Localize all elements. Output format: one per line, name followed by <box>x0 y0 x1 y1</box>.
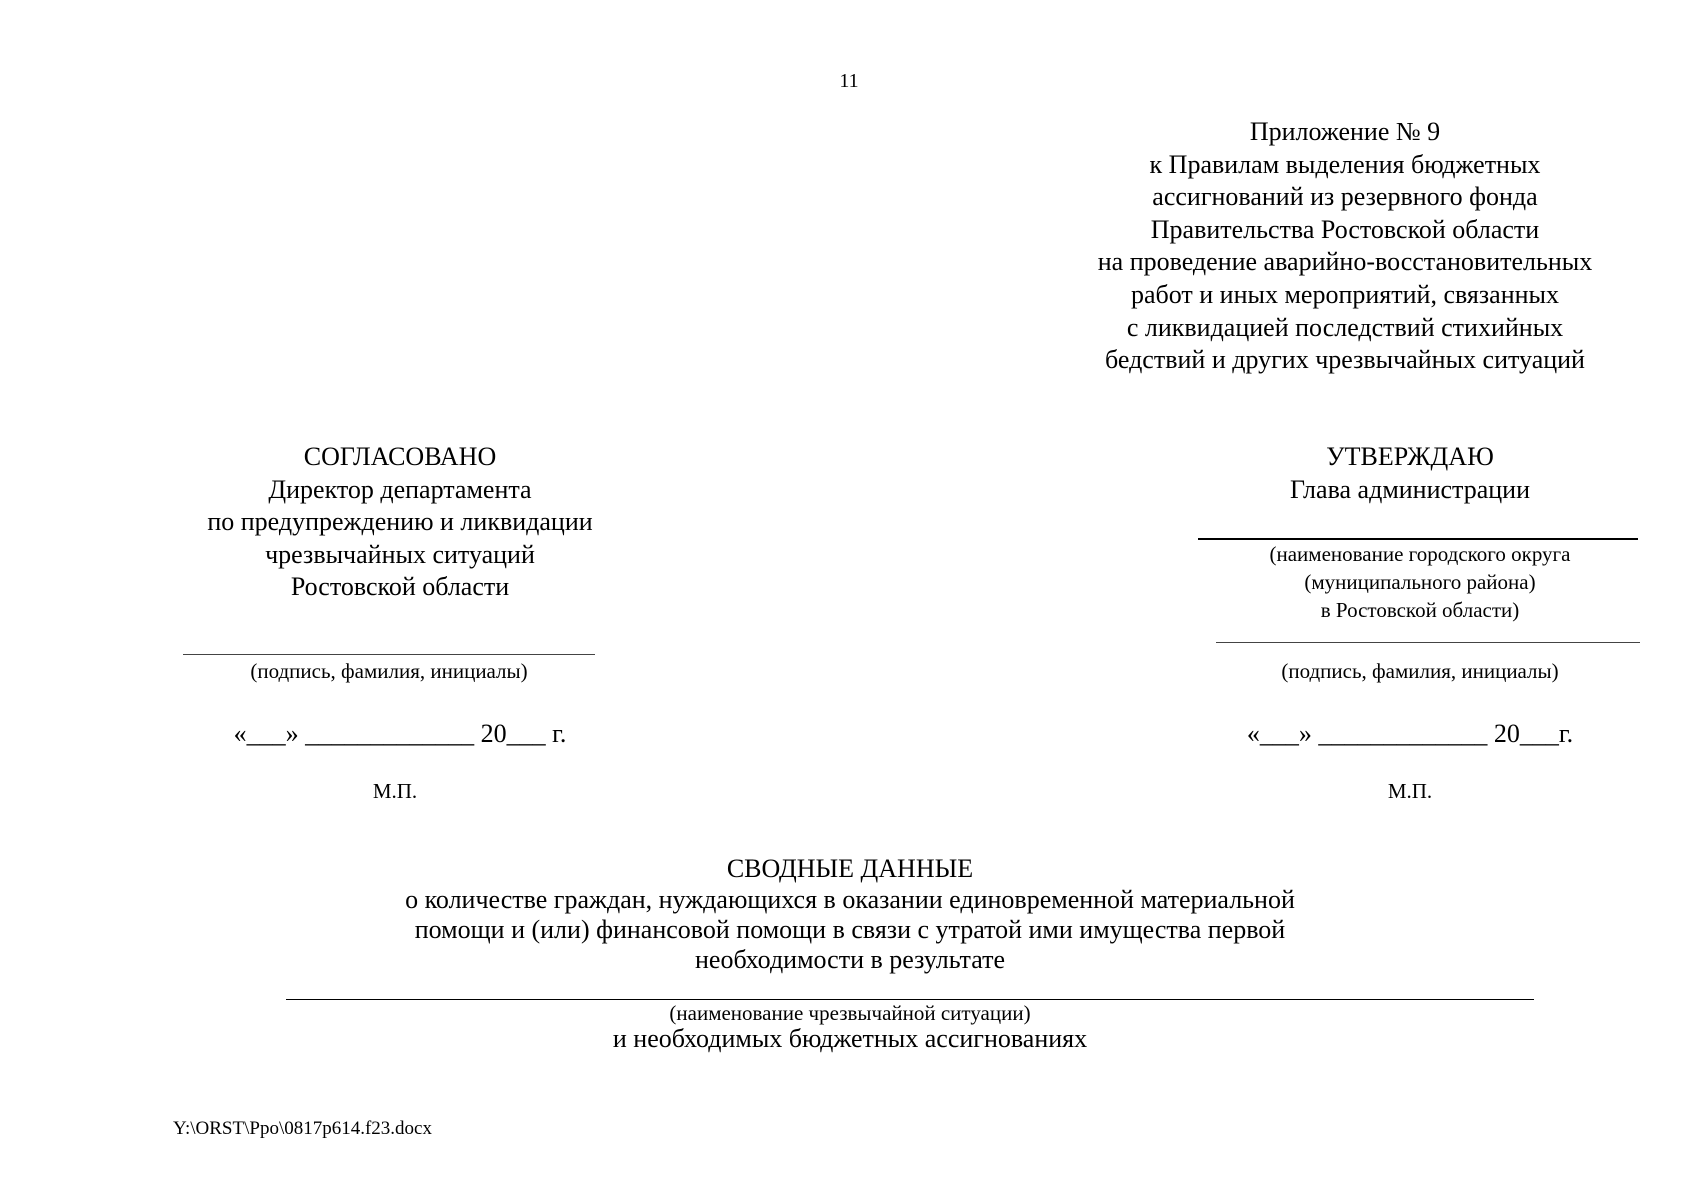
footer-file-path: Y:\ORST\Ppo\0817p614.f23.docx <box>173 1118 432 1139</box>
appendix-line: к Правилам выделения бюджетных <box>1149 149 1541 179</box>
appendix-line: бедствий и других чрезвычайных ситуаций <box>1105 345 1585 375</box>
summary-closing: и необходимых бюджетных ассигнованиях <box>612 1024 1088 1053</box>
appendix-line: Правительства Ростовской области <box>1150 214 1540 244</box>
agreed-block <box>170 441 630 604</box>
appendix-header <box>1065 116 1625 377</box>
agreed-line: Директор департамента <box>268 474 532 504</box>
approved-stamp-place: М.П. <box>1387 779 1433 803</box>
appendix-line: с ликвидацией последствий стихийных <box>1126 312 1564 342</box>
agreed-date-line: «___» _____________ 20___ г. <box>233 719 567 748</box>
agreed-line: Ростовской области <box>290 572 510 602</box>
appendix-line: на проведение аварийно-восстановительных <box>1097 247 1593 277</box>
agreed-signature-caption: (подпись, фамилия, инициалы) <box>250 659 528 683</box>
emergency-caption: (наименование чрезвычайной ситуации) <box>669 1001 1031 1025</box>
municipality-caption-line: (муниципального района) <box>1304 570 1536 594</box>
agreed-heading: СОГЛАСОВАНО <box>303 442 497 471</box>
municipality-caption <box>1190 540 1650 624</box>
page-number: 11 <box>839 70 859 92</box>
approved-block <box>1180 441 1640 506</box>
agreed-line: чрезвычайных ситуаций <box>265 539 535 569</box>
agreed-signature-line <box>183 654 595 655</box>
municipality-caption-line: в Ростовской области) <box>1320 598 1520 622</box>
approved-signature-line <box>1216 642 1640 643</box>
approved-heading: УТВЕРЖДАЮ <box>1326 442 1494 471</box>
municipality-caption-line: (наименование городского округа <box>1269 542 1571 566</box>
approved-date-line: «___» _____________ 20___г. <box>1246 719 1574 748</box>
agreed-line: по предупреждению и ликвидации <box>207 507 593 537</box>
summary-title: СВОДНЫЕ ДАННЫЕ <box>726 854 974 883</box>
summary-line: помощи и (или) финансовой помощи в связи с утратой ими имущества первой <box>414 915 1286 944</box>
appendix-line: работ и иных мероприятий, связанных <box>1130 279 1559 309</box>
agreed-stamp-place: М.П. <box>372 779 418 803</box>
appendix-line: Приложение № 9 <box>1249 117 1441 146</box>
approved-title: Глава администрации <box>1289 474 1531 504</box>
appendix-line: ассигнований из резервного фонда <box>1152 182 1538 212</box>
summary-heading <box>350 853 1350 975</box>
summary-line: о количестве граждан, нуждающихся в оказании единовременной материальной <box>405 885 1295 914</box>
approved-signature-caption: (подпись, фамилия, инициалы) <box>1281 659 1559 683</box>
summary-line: необходимости в результате <box>694 945 1006 974</box>
